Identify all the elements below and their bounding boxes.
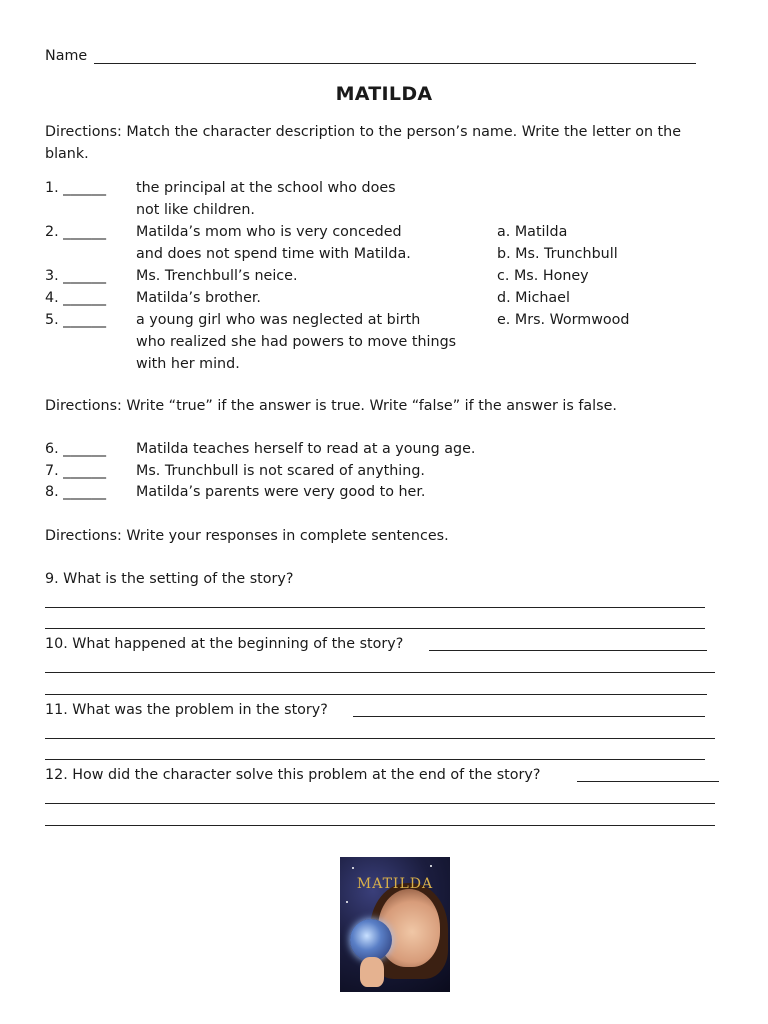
tf-item-6-text: Matilda teaches herself to read at a young age. xyxy=(136,441,476,457)
answer-line[interactable] xyxy=(45,672,715,673)
tf-item-7-blank[interactable]: 7. ______ xyxy=(45,463,107,479)
tf-item-8-text: Matilda’s parents were very good to her. xyxy=(136,484,426,500)
answer-line[interactable] xyxy=(45,825,715,826)
page-title: MATILDA xyxy=(335,83,433,105)
poster-title: MATILDA xyxy=(356,876,434,892)
match-item-1-text-cont: not like children. xyxy=(136,202,255,218)
short-answer-directions: Directions: Write your responses in complete sentences. xyxy=(45,528,449,544)
name-label: Name xyxy=(45,48,88,64)
match-item-2-text-cont: and does not spend time with Matilda. xyxy=(136,246,411,262)
answer-line[interactable] xyxy=(429,650,707,651)
match-item-1-blank[interactable]: 1. ______ xyxy=(45,180,107,196)
match-item-5-blank[interactable]: 5. ______ xyxy=(45,312,107,328)
question-10: 10. What happened at the beginning of the story? xyxy=(45,636,404,652)
answer-line[interactable] xyxy=(45,694,707,695)
crystal-orb-icon xyxy=(350,919,392,961)
true-false-directions: Directions: Write “true” if the answer is true. Write “false” if the answer is false. xyxy=(45,398,617,414)
matilda-poster-image xyxy=(340,857,450,992)
match-item-4-text: Matilda’s brother. xyxy=(136,290,261,306)
match-item-3-text: Ms. Trenchbull’s neice. xyxy=(136,268,298,284)
question-12: 12. How did the character solve this problem at the end of the story? xyxy=(45,767,541,783)
answer-line[interactable] xyxy=(45,738,715,739)
match-item-2-text: Matilda’s mom who is very conceded xyxy=(136,224,402,240)
match-item-5-text-cont2: with her mind. xyxy=(136,356,240,372)
match-item-5-text: a young girl who was neglected at birth xyxy=(136,312,421,328)
match-item-1-text: the principal at the school who does xyxy=(136,180,396,196)
match-item-4-blank[interactable]: 4. ______ xyxy=(45,290,107,306)
answer-line[interactable] xyxy=(353,716,705,717)
answer-line[interactable] xyxy=(45,607,705,608)
match-item-2-blank[interactable]: 2. ______ xyxy=(45,224,107,240)
match-item-3-blank[interactable]: 3. ______ xyxy=(45,268,107,284)
answer-line[interactable] xyxy=(45,759,705,760)
tf-item-8-blank[interactable]: 8. ______ xyxy=(45,484,107,500)
answer-line[interactable] xyxy=(577,781,719,782)
choice-e: e. Mrs. Wormwood xyxy=(497,312,630,328)
question-11: 11. What was the problem in the story? xyxy=(45,702,328,718)
choice-c: c. Ms. Honey xyxy=(497,268,589,284)
tf-item-6-blank[interactable]: 6. ______ xyxy=(45,441,107,457)
choice-a: a. Matilda xyxy=(497,224,568,240)
matching-directions: Directions: Match the character description to the person’s name. Write the letter on the xyxy=(45,124,682,140)
question-9: 9. What is the setting of the story? xyxy=(45,571,294,587)
match-item-5-text-cont: who realized she had powers to move things xyxy=(136,334,457,350)
choice-d: d. Michael xyxy=(497,290,570,306)
tf-item-7-text: Ms. Trunchbull is not scared of anything. xyxy=(136,463,425,479)
choice-b: b. Ms. Trunchbull xyxy=(497,246,618,262)
name-input-line[interactable] xyxy=(94,63,696,64)
answer-line[interactable] xyxy=(45,628,705,629)
matching-directions-cont: blank. xyxy=(45,146,89,162)
answer-line[interactable] xyxy=(45,803,715,804)
